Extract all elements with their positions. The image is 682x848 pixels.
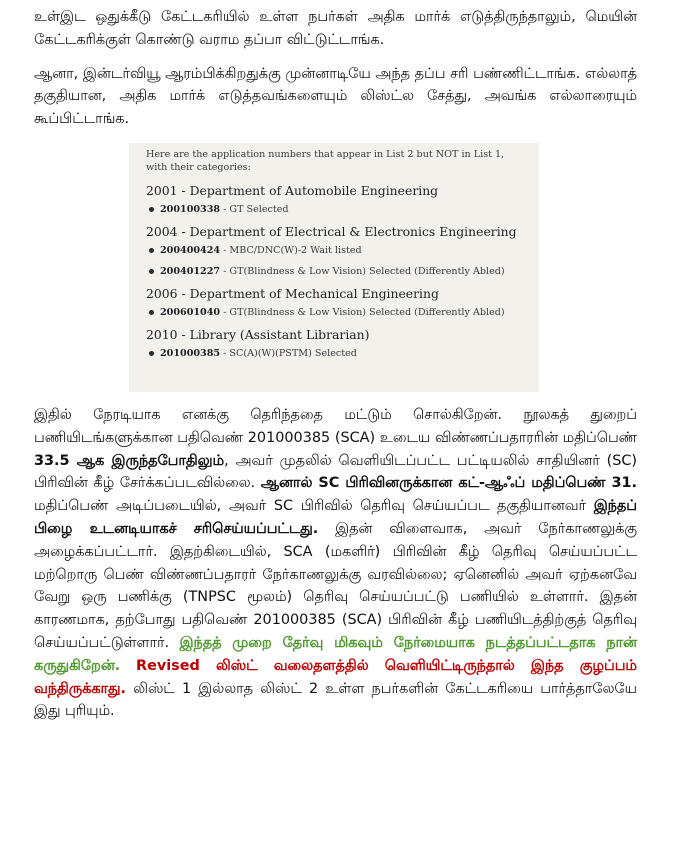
application-item — [146, 203, 527, 216]
department-heading: 2006 - Department of Mechanical Engineering — [146, 285, 439, 301]
department-heading: 2001 - Department of Automobile Engineering — [146, 182, 439, 198]
bullet-icon — [149, 248, 154, 253]
paragraph-body — [34, 404, 637, 723]
paragraph-intro-2: ஆனா, இன்டர்வியூ ஆரம்பிக்கிறதுக்கு முன்னாடியே அந்த தப்ப சரி பண்ணிட்டாங்க. எல்லாத் தகுதியான, அதிக மார்க் எடுத்தவங்களையும் லிஸ்ட்ல சேத்து, அவங்க எல்லாரையும் கூப்பிட்டாங்க. — [34, 65, 637, 128]
bullet-icon — [149, 269, 154, 274]
embedded-screenshot — [129, 143, 539, 392]
application-category: - MBC/DNC(W)-2 Wait listed — [220, 244, 362, 256]
application-category: - SC(A)(W)(PSTM) Selected — [220, 347, 357, 359]
application-list — [146, 347, 527, 360]
highlight-green-text: இந்தத் முறை தேர்வு மிகவும் நேர்மையாக நடத்தப்பட்டதாக நான் கருதுகிறேன். — [34, 634, 637, 674]
department-group — [146, 224, 527, 278]
body-text: இதில் நேரடியாக எனக்கு தெரிந்ததை மட்டும் சொல்கிறேன். நூலகத் துறைப் பணியிடங்களுக்கான பதிவெண் 201000385 (SCA) உடைய விண்ணப்பதாரரின் மதிப்பெண் — [34, 406, 637, 446]
application-list — [146, 244, 527, 278]
application-category: - GT(Blindness & Low Vision) Selected (Differently Abled) — [220, 306, 505, 318]
department-heading: 2010 - Library (Assistant Librarian) — [146, 326, 370, 342]
bullet-icon — [149, 310, 154, 315]
application-number: 201000385 — [160, 347, 221, 359]
department-group — [146, 286, 527, 319]
department-heading: 2004 - Department of Electrical & Electronics Engineering — [146, 223, 517, 239]
application-number: 200601040 — [160, 306, 221, 318]
application-item — [146, 347, 527, 360]
body-text: லிஸ்ட் 1 இல்லாத லிஸ்ட் 2 உள்ள நபர்களின் கேட்டகரியை பார்த்தாலேயே இது புரியும். — [34, 680, 637, 720]
screenshot-intro: Here are the application numbers that appear in List 2 but NOT in List 1, with their categories: — [146, 148, 505, 173]
application-item — [146, 244, 527, 257]
application-item — [146, 306, 527, 319]
body-space — [120, 658, 136, 674]
application-category: - GT(Blindness & Low Vision) Selected (Differently Abled) — [220, 265, 505, 277]
article — [34, 6, 637, 723]
application-number: 200401227 — [160, 265, 221, 277]
body-bold-score: 33.5 ஆக இருந்தபோதிலும் — [34, 452, 225, 469]
bullet-icon — [149, 351, 154, 356]
department-group — [146, 183, 527, 216]
body-text: மதிப்பெண் அடிப்படையில், அவர் SC பிரிவில் தெரிவு செய்யப்பட தகுதியானவர் — [34, 498, 594, 515]
application-list — [146, 203, 527, 216]
paragraph-intro-1: உள்இட ஒதுக்கீடு கேட்டகரியில் உள்ள நபர்கள் அதிக மார்க் எடுத்திருந்தாலும், மெயின் கேட்டகரிக்குள் கொண்டு வராம தப்பா விட்டுட்டாங்க. — [34, 9, 637, 48]
body-text: , அவர் முதலில் வெளியிடப்பட்ட பட்டியலில் சாதியினர் (SC) பிரிவின் கீழ் சேர்க்கப்படவில்லை. — [34, 452, 637, 492]
bullet-icon — [149, 207, 154, 212]
body-bold-correction: இந்தப் பிழை உடனடியாகச் சரிசெய்யப்பட்டது. — [34, 498, 637, 537]
body-text: இதன் விளைவாக, அவர் நேர்காணலுக்கு அழைக்கப்பட்டார். இதற்கிடையில், SCA (மகளிர்) பிரிவின் கீழ் தெரிவு செய்யப்பட்ட மற்றொரு பெண் விண்ணப்பதாரர் நேர்காணலுக்கு வரவில்லை; ஏனெனில் அவர் ஏற்கனவே வேறு ஒரு பணிக்கு (TNPSC மூலம்) தெரிவு செய்யப்பட்டு பணியில் உள்ளார். இதன் காரணமாக, தற்போது பதிவெண் 201000385 (SCA) பிரிவின் கீழ் பணியிடத்திற்குத் தெரிவு செய்யப்பட்டுள்ளார். — [34, 520, 637, 651]
application-item — [146, 265, 527, 278]
application-category: - GT Selected — [220, 203, 289, 215]
application-list — [146, 306, 527, 319]
highlight-red-text: Revised லிஸ்ட் வலைதளத்தில் வெளியிட்டிருந்தால் இந்த குழப்பம் வந்திருக்காது. — [34, 657, 637, 697]
body-bold-cutoff: ஆனால் SC பிரிவினருக்கான கட்-ஆஃப் மதிப்பெண் 31. — [260, 475, 637, 492]
application-number: 200400424 — [160, 244, 221, 256]
application-number: 200100338 — [160, 203, 221, 215]
department-group — [146, 327, 527, 360]
